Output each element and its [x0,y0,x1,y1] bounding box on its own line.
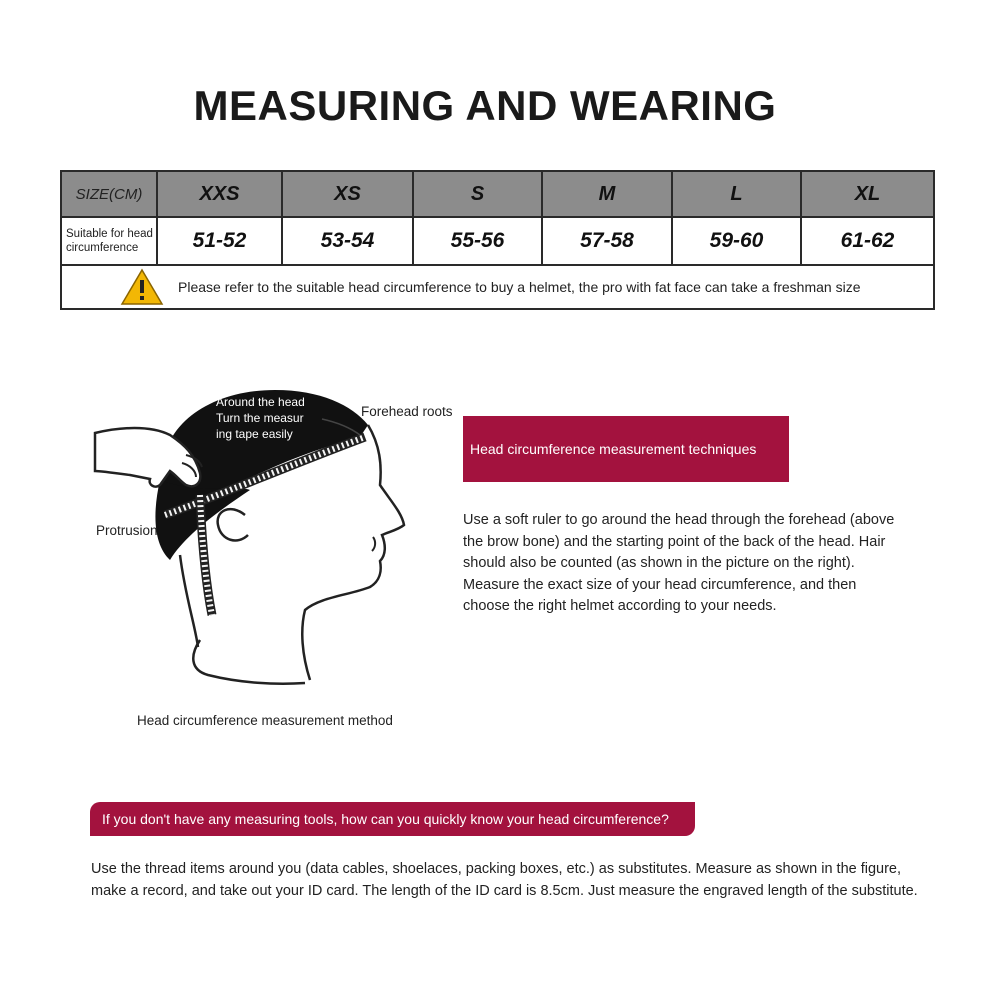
circumference-row [61,217,934,265]
head-measurement-figure [90,385,470,715]
label-protrusion: Protrusion [96,523,158,538]
no-tools-heading-text: If you don't have any measuring tools, how can you quickly know your head circumference? [102,811,669,827]
size-m: M [542,171,672,217]
figure-caption: Head circumference measurement method [137,713,393,728]
size-note: Please refer to the suitable head circumference to buy a helmet, the pro with fat face can take a freshman size [178,279,861,295]
label-around-line-1: Around the head [216,395,305,409]
size-xxs: XXS [157,171,282,217]
size-l: L [672,171,801,217]
size-header-row [61,171,934,217]
size-header-label: SIZE(CM) [61,171,157,217]
label-around-line-2: Turn the measur [216,411,304,425]
range-m: 57-58 [542,217,672,265]
size-xs: XS [282,171,413,217]
no-tools-text: Use the thread items around you (data cables, shoelaces, packing boxes, etc.) as substitutes. Measure as shown in the figure, make a record, and take out your ID card. The length of the ID card is 8.5cm. Just measure the engraved length of the substitute. [91,861,918,899]
range-xxs: 51-52 [157,217,282,265]
label-around-head [216,394,305,442]
technique-heading-text: Head circumference measurement techniques [470,441,757,457]
no-tools-heading [90,802,695,836]
size-xl: XL [801,171,934,217]
range-xl: 61-62 [801,217,934,265]
note-row [61,265,934,309]
warning-icon [120,267,164,307]
range-l: 59-60 [672,217,801,265]
size-table [60,170,935,310]
label-around-line-3: ing tape easily [216,427,293,441]
technique-heading [463,416,789,482]
circumference-row-label: Suitable for head circumference [61,217,157,265]
label-forehead-roots: Forehead roots [361,404,453,419]
note-cell [61,265,934,309]
page-title: MEASURING AND WEARING [193,82,777,129]
size-s: S [413,171,542,217]
technique-text: Use a soft ruler to go around the head through the forehead (above the brow bone) and the starting point of the back of the head. Hair should also be counted (as shown in the picture on the right). Measure the exact size of your head circumference, and then choose the right helmet according to your needs. [463,512,895,614]
range-xs: 53-54 [282,217,413,265]
range-s: 55-56 [413,217,542,265]
